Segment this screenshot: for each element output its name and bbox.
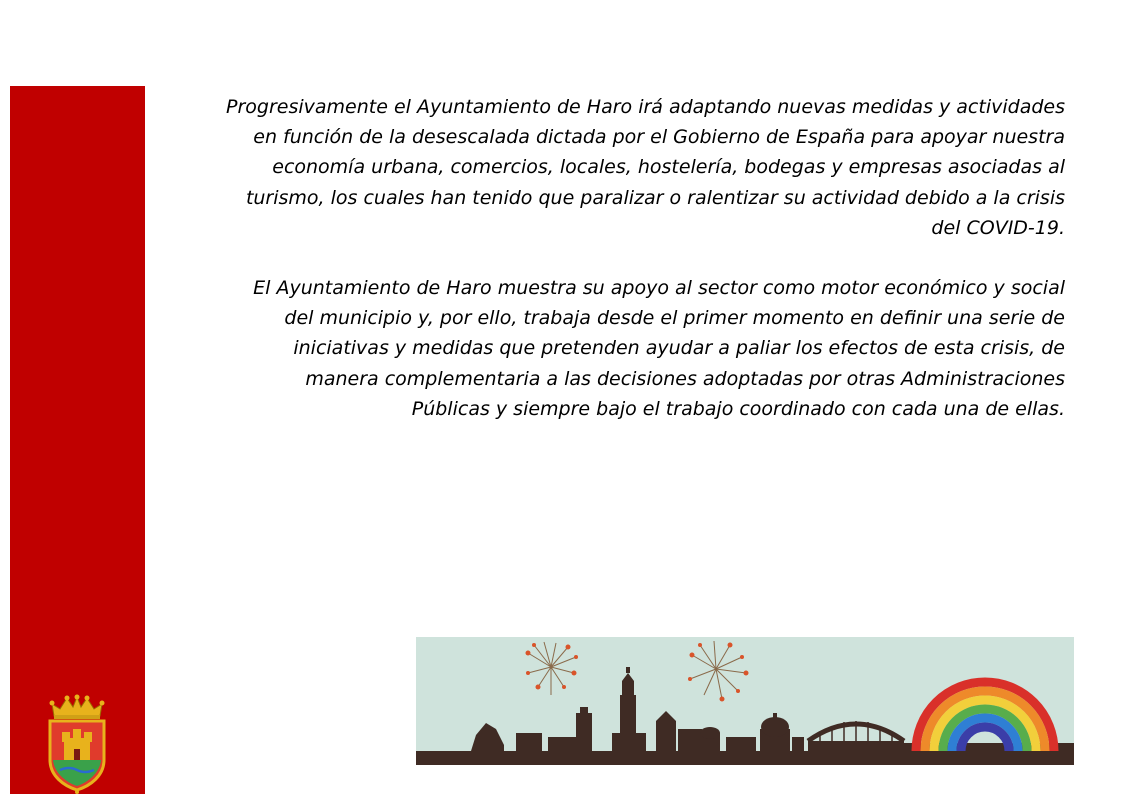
skyline-banner-icon — [416, 637, 1074, 765]
coat-of-arms-icon — [44, 694, 110, 794]
paragraph-1: Progresivamente el Ayuntamiento de Haro irá adaptando nuevas medidas y actividades en función de la desescalada dictada por el Gobierno de España para apoyar nuestra economía urbana, comercios, locales, hostelería, bodegas y empresas asociadas al turismo, los cuales han tenido que paralizar o ralentizar su actividad debido a la crisis del COVID-19. — [226, 96, 1065, 239]
red-side-bar — [10, 86, 145, 794]
paragraph-2: El Ayuntamiento de Haro muestra su apoyo al sector como motor económico y social del municipio y, por ello, trabaja desde el primer momento en definir una serie de iniciativas y medidas que pretenden ayudar a paliar los efectos de esta crisis, de manera complementaria a las decisiones adoptadas por otras Administraciones Públicas y siempre bajo el trabajo coordinado con cada una de ellas. — [253, 277, 1065, 420]
body-text — [222, 92, 1065, 424]
